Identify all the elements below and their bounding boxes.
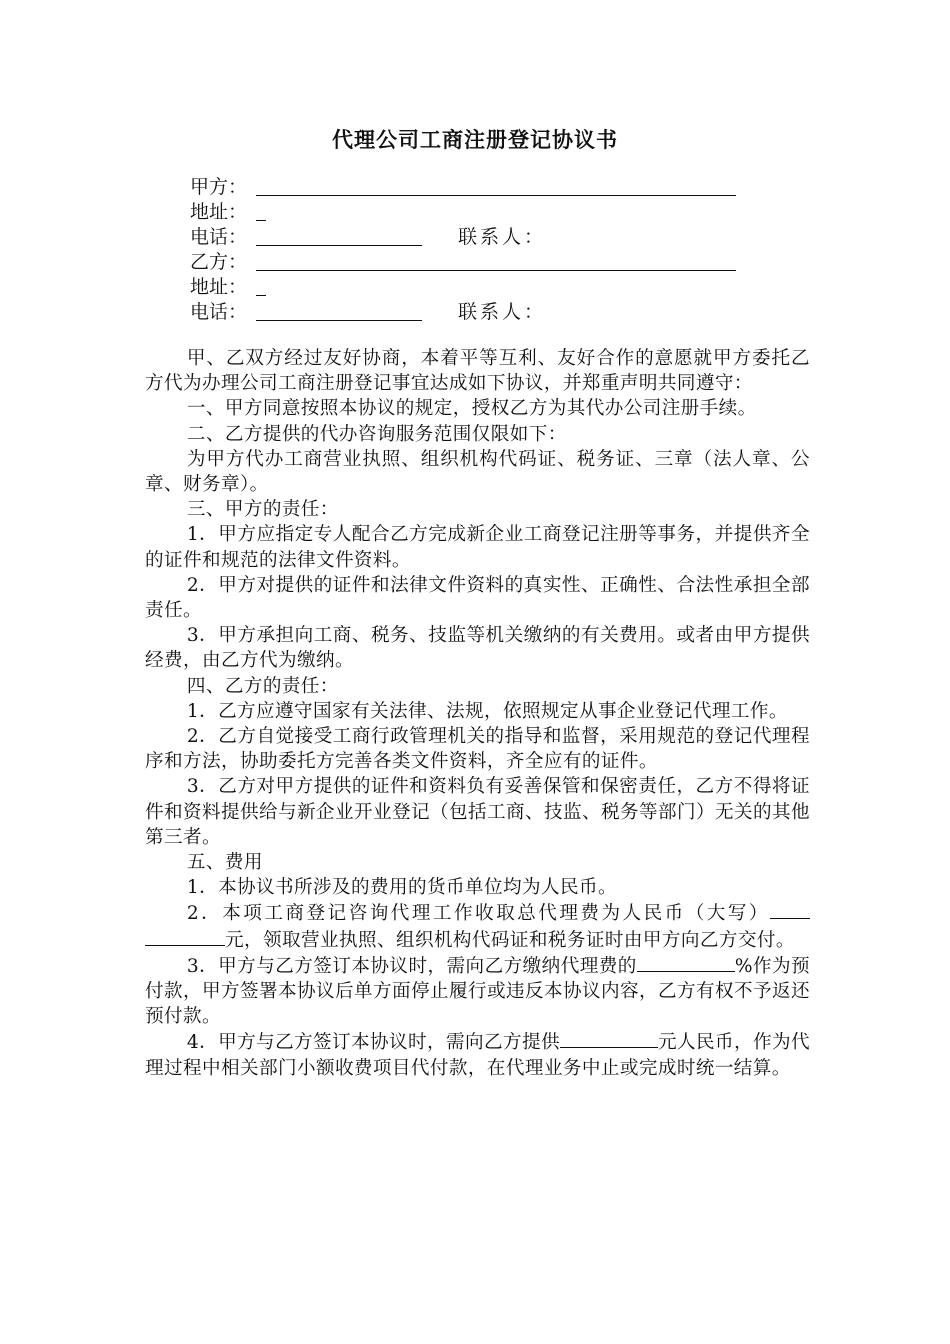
party-b-name-row	[190, 250, 750, 275]
fee-amount-blank-2	[145, 927, 225, 946]
fee-3-text-before: 3．甲方与乙方签订本协议时，需向乙方缴纳代理费的	[186, 955, 637, 977]
paragraph-party-b-duties-heading: 四、乙方的责任：	[186, 675, 339, 697]
party-b-phone-blank	[256, 320, 422, 321]
paragraph-preamble: 甲、乙双方经过友好协商，本着平等互利、友好合作的意愿就甲方委托乙方代为办理公司工商注册登记事宜达成如下协议，并郑重声明共同遵守：	[145, 348, 810, 395]
fee-2-text-after: 元，领取营业执照、组织机构代码证和税务证时由甲方向乙方交付。	[225, 929, 795, 951]
party-b-contact-label: 联系人：	[458, 301, 547, 323]
fee-4-text-before: 4．甲方与乙方签订本协议时，需向乙方提供	[186, 1032, 561, 1054]
document-title: 代理公司工商注册登记协议书	[332, 127, 618, 152]
party-a-name-label: 甲方：	[190, 176, 248, 198]
party-a-address-row	[190, 200, 750, 225]
paragraph-fee-3	[145, 953, 810, 1030]
fee-2-text-before: 2．本项工商登记咨询代理工作收取总代理费为人民币（大写）	[186, 903, 770, 925]
party-b-address-row	[190, 275, 750, 300]
party-b-phone-label: 电话：	[190, 301, 248, 323]
fee-4-text-after: 元人民币，作为代理过程中相关部门小额收费项目代付款，在代理业务中止或完成时统一结算。	[145, 1032, 810, 1079]
party-a-block	[190, 175, 750, 250]
fee-amount-blank-1	[770, 900, 810, 919]
prepayment-percent-blank	[637, 953, 735, 972]
paragraph-fee-1: 1．本协议书所涉及的费用的货币单位均为人民币。	[186, 877, 617, 899]
party-a-phone-label: 电话：	[190, 226, 248, 248]
party-a-name-blank	[256, 195, 736, 196]
paragraph-service-scope: 为甲方代办工商营业执照、组织机构代码证、税务证、三章（法人章、公章、财务章）。	[145, 448, 810, 496]
paragraph-fee-4	[145, 1029, 810, 1080]
fee-3-text-after: %作为预付款，甲方签署本协议后单方面停止履行或违反本协议内容，乙方有权不予返还预付款。	[145, 955, 810, 1028]
party-b-block	[190, 250, 750, 325]
paragraph-party-a-duties-heading: 三、甲方的责任：	[186, 499, 339, 521]
party-a-contact-label: 联系人：	[458, 226, 547, 248]
party-a-phone-row	[190, 225, 750, 250]
paragraph-fees-heading: 五、费用	[186, 852, 263, 874]
paragraph-party-b-duty-3: 3．乙方对甲方提供的证件和资料负有妥善保管和保密责任，乙方不得将证件和资料提供给与新企业开业登记（包括工商、技监、税务等部门）无关的其他第三者。	[145, 776, 810, 848]
party-b-address-blank	[256, 295, 266, 296]
paragraph-party-a-duty-2: 2．甲方对提供的证件和法律文件资料的真实性、正确性、合法性承担全部责任。	[145, 574, 810, 622]
paragraph-party-a-duty-1: 1．甲方应指定专人配合乙方完成新企业工商登记注册等事务，并提供齐全的证件和规范的法律文件资料。	[145, 524, 810, 571]
paragraph-party-b-duty-2: 2．乙方自觉接受工商行政管理机关的指导和监督，采用规范的登记代理程序和方法，协助委托方完善各类文件资料，齐全应有的证件。	[145, 726, 810, 773]
party-a-phone-blank	[256, 245, 422, 246]
party-a-address-blank	[256, 220, 266, 221]
paragraph-party-b-duty-1: 1．乙方应遵守国家有关法律、法规，依照规定从事企业登记代理工作。	[186, 700, 788, 722]
paragraph-party-a-duty-3: 3．甲方承担向工商、税务、技监等机关缴纳的有关费用。或者由甲方提供经费，由乙方代为缴纳。	[145, 625, 810, 672]
advance-payment-blank	[560, 1029, 658, 1048]
party-b-address-label: 地址：	[190, 276, 248, 298]
paragraph-fee-2	[145, 900, 810, 952]
party-b-name-blank	[256, 270, 736, 271]
party-b-phone-row	[190, 300, 750, 325]
paragraph-clause-2-heading: 二、乙方提供的代办咨询服务范围仅限如下：	[186, 423, 567, 445]
party-a-address-label: 地址：	[190, 201, 248, 223]
party-b-name-label: 乙方：	[190, 251, 248, 273]
paragraph-clause-1: 一、甲方同意按照本协议的规定，授权乙方为其代办公司注册手续。	[186, 398, 757, 420]
agreement-body	[145, 346, 810, 1081]
party-a-name-row	[190, 175, 750, 200]
